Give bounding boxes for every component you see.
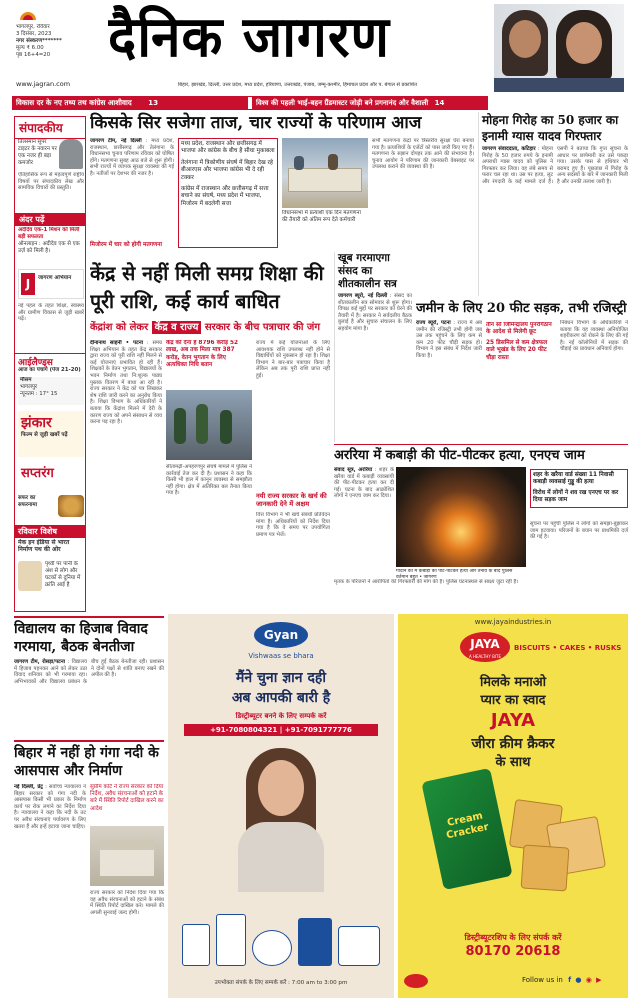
edition-date: 3 दिसंबर, 2023: [16, 31, 52, 37]
fire-photo: [396, 467, 526, 567]
gyan-phone[interactable]: +91-7080804321 | +91-7091777776: [184, 724, 378, 736]
saptrang-title: सप्तरंग: [21, 466, 54, 481]
araria-bullet: विरोध में लोगों ने शव रख एनएच पर कर दिया सड़क जाम: [533, 489, 619, 504]
araria-bullets: [530, 469, 628, 508]
shiksha-headline[interactable]: केंद्र से नहीं मिली समग्र शिक्षा की पूरी राशि, कई कार्य बाधित: [90, 262, 324, 313]
ganga-story: बिहार में नहीं हो गंगा नदी के आसपास और निर्माण नई दिल्ली, प्रेट्र : सर्वोच्च न्यायालय ने बिहार सरकार को गंगा नदी के आसपास किसी भी प्रकार के निर्माण कार्य पर रोक लगाने का निर्देश दिया है। न्यायालय ने कहा कि नदी के तट पर अवैध संरचनाएं पर्यावरण के लिए खतरा हैं और इन्हें हटाया जाना चाहिए। सुप्रीम कोर्ट ने राज्य सरकार को दिया निर्देश, अवैध संरचनाओं को हटाने के बारे में स्थिति रिपोर्ट दाखिल करने का आदेश राज्य सरकार को निर्देश दिया गया कि वह अवैध संरचनाओं को हटाने के संबंध में स्थिति रिपोर्ट दाखिल करे। मामले की अगली सुनवाई जल्द होगी।: [14, 740, 164, 996]
araria-bullet: शहर के खरैया वार्ड संख्या 11 निवासी कबाड़ी व्यवसाई गुड्डू की हत्या: [533, 472, 614, 486]
shiksha-photo-caption: केंद्र को देना है 8796 करोड़ 52 लाख, अब तक मिला मात्र 387 करोड़, वेतन भुगतान के लिए अत्यधिक्त निधि बतान: [166, 340, 239, 369]
ganga-side-note: सुप्रीम कोर्ट ने राज्य सरकार को दिया निर्देश, अवैध संरचनाओं को हटाने के बारे में स्थिति रिपोर्ट दाखिल करने का आदेश: [90, 784, 164, 812]
jaya-ad[interactable]: [398, 614, 628, 998]
safar-box[interactable]: [18, 495, 84, 521]
twitter-icon[interactable]: ●: [575, 976, 582, 984]
antar-list: [18, 227, 84, 255]
sampadakiya-heading: संपादकीय: [15, 117, 85, 139]
ads-heading: आईलैण्ड्स: [15, 353, 85, 369]
safar-label: सफर का सफरनामा: [18, 495, 38, 508]
shiksha-story: केंद्र से नहीं मिली समग्र शिक्षा की पूरी राशि, कई कार्य बाधित केंद्रांश को लेकर केंद्र व राज्य सरकार के बीच पत्राचार की जंग दीनानाथ साहनी • पटना : समग्र शिक्षा अभियान के तहत केंद्र सरकार द्वारा राज्य को पूरी राशि नहीं मिलने से कई योजनाएं प्रभावित हो रही हैं। शिक्षकों के वेतन भुगतान, विद्यालयों के भवन निर्माण तथा नि:शुल्क पाठ्य पुस्तक वितरण में बाधा आ रही है। राज्य सरकार ने केंद्र को पत्र लिखकर शेष राशि जारी करने का अनुरोध किया है। शिक्षा विभाग के अधिकारियों ने बताया कि केंद्रांश मिलने में देरी के कारण राज्य को अपने संसाधन से व्यय करना पड़ रहा है। केंद्र को देना है 8796 करोड़ 52 लाख, अब तक मिला मात्र 387 करोड़, वेतन भुगतान के लिए अत्यधिक्त निधि बतान सीतामढ़ी-अपहरणपुर संघर्ष मामले में पुलिस ने कार्रवाई तेज कर दी है। प्रशासन ने कहा कि किसी भी हाल में कानून व्यवस्था से समझौता नहीं होगा। क्षेत्र में अतिरिक्त बल तैनात किया गया है। राज्य में कई योजनाओं के लिए आवश्यक राशि उपलब्ध नहीं होने से विद्यार्थियों को नुकसान हो रहा है। शिक्षा विभाग ने बार-बार पत्राचार किया है लेकिन अब तक पूरी राशि प्राप्त नहीं हुई। नयी राज्य सरकार के खर्च की जानकारी देने में अक्षम वित्त विभाग ने भी खर्च संबंधी प्रतिवेदन मांगा है। अधिकारियों को निर्देश दिया गया है कि वे समय पर उपयोगिता प्रमाण पत्र भेजें।: [90, 262, 330, 538]
shiksha-subhead-mid: केंद्र व राज्य: [152, 321, 202, 334]
jaya-logo: [460, 632, 510, 662]
zameen-bullet: 25 डिसमिल से कम क्षेत्रफल वाले भूखंड के लिए 20 फीट चौड़ा रास्ता: [486, 339, 548, 361]
ravivar-caption: पृथ्वी पर पानी के अंश से लोग और घटकों से दुनिया में क्रांति आई है: [45, 561, 81, 588]
instagram-icon[interactable]: ◉: [585, 976, 592, 984]
left-sidebar: संपादकीय तिलस्मान सुपर टाइटर के नवारन पर एक नजर ही बड़ा कमजोर ऐतिहासिक रूप से महत्वपूर्ण राष्ट्रीय विषयों पर संपादकीय लेख और सामयिक विचारों की प्रस्तुति। अंदर पढ़ें अदीदेव एक-1 मिशन को मिली बड़ी सफलता ऑनलाइन : अदीदेव एक से एक उर्ज़ को मिली है। J जागरण अभियान नई पहल के तहत शिक्षा, स्वास्थ्य और ग्रामीण विकास से जुड़ी खबरें पढ़ें। आईलैण्ड्स आज का पंचांग (पेज 21-20) मौसम भागलपुर न्यूनतम : 17° 15 झंकार फिल्म से जुड़ी खबरें पढ़ें सप्तरंग सफर का सफरनामा रविवार विशेष मेक इन इंडिया से भारत निर्माण पथ की ओर पृथ्वी पर पानी के अंश से लोग और घटकों से दुनिया में क्रांति आई है: [14, 116, 86, 612]
shiksha-dateline: दीनानाथ साहनी • पटना: [90, 340, 143, 346]
hijab-headline[interactable]: विद्यालय का हिजाब विवाद गरमाया, बैठक बेनतीजा: [14, 621, 148, 655]
jaya-small-logo: [404, 974, 428, 988]
police-photo: [166, 390, 252, 460]
promo-right[interactable]: [252, 97, 488, 109]
youtube-icon[interactable]: ▶: [596, 976, 602, 984]
gamshan-headline[interactable]: खूब गरमाएगा संसद का शीतकालीन सत्र: [338, 252, 397, 290]
araria-headline[interactable]: अररिया में कबाड़ी की पीट-पीटकर हत्या, एनएच जाम: [334, 448, 585, 463]
jaya-contact: डिस्ट्रीब्यूटरशिप के लिए संपर्क करें: [464, 933, 562, 942]
masthead: [0, 0, 640, 96]
counting-photo-caption: विधानसभा में प्रत्याशी एक दिन मतगणना की तैयारी को अंतिम रूप देते कर्मचारी: [282, 210, 361, 223]
antar-item[interactable]: अदीदेव एक-1 मिशन को मिली बड़ी सफलता: [18, 227, 80, 240]
ganga-headline[interactable]: बिहार में नहीं हो गंगा नदी के आसपास और निर्माण: [14, 745, 159, 779]
araria-dateline: संवाद सूत्र, अररिया: [334, 467, 373, 473]
jaya-phone[interactable]: 80170 20618: [465, 944, 561, 959]
lead-bullet: मध्य प्रदेश, राजस्थान और छत्तीसगढ़ में भाजपा और कांग्रेस के बीच है सीधा मुकाबला: [181, 141, 275, 155]
zameen-story: जमीन के लिए 20 फीट सड़क, तभी रजिस्ट्री राज्य ब्यूरो, पटना : राज्य में अब जमीन की रजिस्ट्री तभी होगी जब उस तक पहुंचने के लिए कम से कम 20 फीट चौड़ी सड़क हो। विभाग ने इस संबंध में निर्देश जारी किया है। तीन सो जिमिन्द्रालय पुनरगिठान के आदेश से मिलेगी छूट 25 डिसमिल से कम क्षेत्रफल वाले भूखंड के लिए 20 फीट चौड़ा रास्ता निबंधन विभाग के अधिकारियों ने बताया कि यह व्यवस्था अनियोजित शहरीकरण को रोकने के लिए की गई है। नई कॉलोनियों में सड़क की चौड़ाई का प्रावधान अनिवार्य होगा।: [416, 301, 628, 361]
zameen-dateline: राज्य ब्यूरो, पटना: [416, 320, 451, 326]
shiksha-section: नयी राज्य सरकार के खर्च की जानकारी देने में अक्षम: [256, 492, 327, 509]
jaya-pack-label: Cream Cracker: [445, 810, 490, 842]
zameen-bullets: [486, 322, 556, 362]
counting-photo: [282, 138, 368, 208]
editor-photo: [59, 139, 83, 169]
gamshan-dateline: जागरण ब्यूरो, नई दिल्ली: [338, 293, 388, 299]
edition-name: नगर संस्करण*******: [16, 38, 62, 44]
promo-strip: [12, 96, 488, 110]
ganga-dateline: नई दिल्ली, प्रेट्र: [14, 784, 43, 790]
gyan-model-photo: [228, 742, 334, 892]
jaya-brand: JAYA: [470, 637, 500, 651]
hijab-story: विद्यालय का हिजाब विवाद गरमाया, बैठक बेनतीजा जागरण टीम, रोसड़ा/पटना : विद्यालय में हिजाब पहनकर आने को लेकर उठा विवाद शनिवार को भी गरमाया रहा। अभिभावकों और विद्यालय प्रबंधन के बीच हुई बैठक बेनतीजा रही। प्रशासन ने दोनों पक्षों से शांति बनाए रखने की अपील की है।: [14, 616, 164, 736]
gyan-ad[interactable]: [168, 614, 394, 998]
cheetah-image: [58, 495, 84, 517]
jaya-product-brand: JAYA: [490, 710, 536, 731]
top-right-headline[interactable]: मोहना गिरोह का 50 हजार का इनामी ग्यास यादव गिरफ्तार: [482, 113, 619, 143]
ravivar-image: [18, 561, 42, 591]
jagran-badge-label: जागरण अभियान: [38, 275, 72, 281]
jaya-headline1: मिलके मनाओ: [479, 675, 547, 690]
gyan-line2: अब आपकी बारी है: [231, 690, 331, 706]
gyan-logo: [254, 622, 308, 648]
supreme-court-photo: [90, 826, 164, 886]
gamshan-story: खूब गरमाएगा संसद का शीतकालीन सत्र जागरण ब्यूरो, नई दिल्ली : संसद का शीतकालीन सत्र सोमवार से शुरू होगा। विपक्ष कई मुद्दों पर सरकार को घेरने की तैयारी में है। सरकार ने सर्वदलीय बैठक बुलाई है और सुचारु संचालन के लिए सहयोग मांगा है।: [334, 252, 412, 442]
lead-bullets: [178, 138, 278, 248]
promo-right-text: विश्व की पहली भाई-बहन ग्रैंडमास्टर जोड़ी बने प्रगनानंद और वैशाली: [256, 99, 429, 107]
promo-left-page: 13: [148, 98, 159, 107]
jaya-follow-label: Follow us in: [522, 976, 563, 984]
masthead-states: बिहार, झारखंड, दिल्ली, उत्तर प्रदेश, मध्य प्रदेश, हरियाणा, उत्तराखंड, पंजाब, जम्मू-कश्मीर, हिमाचल प्रदेश और प. बंगाल से प्रकाशित: [178, 82, 418, 88]
gyan-tagline: Vishwaas se bhara: [248, 652, 314, 660]
masthead-title: दैनिक जागरण: [108, 5, 390, 70]
ravivar-text[interactable]: मेक इन इंडिया से भारत निर्माण पथ की ओर: [18, 539, 70, 553]
shiksha-subhead-right: सरकार के बीच पत्राचार की जंग: [204, 322, 320, 333]
jaya-follow: [522, 976, 626, 984]
lead-bullet: तेलंगाना में त्रिकोणीय संघर्ष में बिहार देख रहे बीआरएस और भाजपा कांग्रेस भी दे रही टक्कर: [181, 159, 273, 181]
jaya-crackers: [506, 794, 618, 894]
jhankar-box[interactable]: [18, 411, 84, 457]
sampadakiya-lead: तिलस्मान सुपर टाइटर के नवारन पर एक नजर ही बड़ा कमजोर: [18, 139, 57, 166]
araria-story: अररिया में कबाड़ी की पीट-पीटकर हत्या, एनएच जाम संवाद सूत्र, अररिया : शहर के खरैया वार्ड में कबाड़ी व्यवसायी की पीट-पीटकर हत्या कर दी गई। घटना के बाद आक्रोशित लोगों ने एनएच जाम कर दिया। गोदौन की में कबाड़ी की पीट-पीटकर हत्या और तनाव के बाद पुलिस वर्तमान बहुत • जागरण शहर के खरैया वार्ड संख्या 11 निवासी कबाड़ी व्यवसाई गुड्डू की हत्या विरोध में लोगों ने शव रख एनएच पर कर दिया सड़क जाम सूचना पर पहुंची पुलिस ने लोगों को समझा-बुझाकर जाम हटवाया। परिजनों के बयान पर प्राथमिकी दर्ज की गई है। मृतक के परिजनों ने आरोपितों की गिरफ्तारी की मांग की है। पुलिस घटनास्थल से साक्ष्य जुटा रही है।: [334, 444, 628, 610]
gyan-cta: डिस्ट्रीब्यूटर बनने के लिए सम्पर्क करें: [235, 712, 327, 720]
saptrang-box[interactable]: [18, 459, 84, 493]
jhankar-title: झंकार: [21, 415, 52, 431]
edition-city: भागलपुर, रविवार: [16, 24, 50, 30]
jaya-brand-sub: A HEALTHY BITE: [468, 654, 502, 659]
chess-players-photo: [494, 4, 624, 92]
website-link[interactable]: www.jagran.com: [16, 80, 71, 88]
jhankar-subtitle: फिल्म से जुड़ी खबरें पढ़ें: [21, 432, 68, 438]
jaya-categories: BISCUITS • CAKES • RUSKS: [514, 644, 622, 652]
mizoram-note: मिजोरम में चार को होगी मतगणना: [90, 242, 162, 248]
lead-kicker[interactable]: किसके सिर सजेगा ताज, चार राज्यों के परिणाम आज: [90, 113, 422, 133]
jaya-product: जीरा क्रीम क्रैकर: [471, 736, 555, 752]
jaya-pack: [421, 768, 512, 890]
gyan-line1: मैंने चुना ज्ञान दही: [236, 670, 326, 686]
jagran-logo-icon: [18, 6, 38, 20]
jaya-website[interactable]: www.jayaindustries.in: [474, 618, 552, 626]
zameen-bullet: तीन सो जिमिन्द्रालय पुनरगिठान के आदेश से मिलेगी छूट: [486, 322, 552, 336]
weather-box: [18, 377, 84, 405]
shiksha-caption-box: [166, 340, 246, 388]
jaya-headline2: प्यार का स्वाद: [480, 693, 546, 708]
gyan-footer: उपभोक्ता संपर्क के लिए सम्पर्क करें : 7:00 am to 3:00 pm: [214, 980, 348, 986]
edition-price: मूल्य ₹ 6.00: [16, 45, 44, 51]
edition-pages: पृष्ठ 16+4=20: [16, 52, 51, 58]
antar-heading: अंदर पढ़ें: [15, 213, 85, 226]
lead-bullet: कांग्रेस में राजस्थान और छत्तीसगढ़ में सत्ता बचाने का संघर्ष, मध्य प्रदेश में भाजपा, मिजोरम में बदलेगी सत्ता: [181, 186, 269, 207]
fire-photo-caption: गोदौन की में कबाड़ी की पीट-पीटकर हत्या और तनाव के बाद पुलिस वर्तमान बहुत • जागरण: [396, 569, 513, 580]
weather-city: भागलपुर: [20, 384, 38, 390]
jagran-badge[interactable]: J जागरण अभियान: [18, 269, 84, 299]
facebook-icon[interactable]: f: [568, 976, 572, 984]
weather-temp: न्यूनतम : 17° 15: [20, 391, 58, 397]
antar-item[interactable]: ऑनलाइन : अदीदेव एक से एक उर्ज़ को मिली है।: [18, 241, 80, 254]
zameen-headline[interactable]: जमीन के लिए 20 फीट सड़क, तभी रजिस्ट्री: [416, 301, 627, 316]
promo-left-text: विकास दर के नए तथ्य तथ कांग्रेस आशीवाद: [16, 98, 132, 107]
lead-dateline: जागरण टीम, नई दिल्ली: [90, 138, 142, 144]
promo-left[interactable]: [12, 97, 248, 109]
lead-story: किसके सिर सजेगा ताज, चार राज्यों के परिणाम आज जागरण टीम, नई दिल्ली : मध्य प्रदेश, राजस्थान, छत्तीसगढ़ और तेलंगाना के विधानसभा चुनाव परिणाम रविवार को घोषित होंगे। मतगणना सुबह आठ बजे से शुरू होगी। सभी राज्यों में व्यापक सुरक्षा व्यवस्था की गई है। नतीजों पर देशभर की नजर है। मध्य प्रदेश, राजस्थान और छत्तीसगढ़ में भाजपा और कांग्रेस के बीच है सीधा मुकाबला तेलंगाना में त्रिकोणीय संघर्ष में बिहार देख रहे बीआरएस और भाजपा कांग्रेस भी दे रही टक्कर कांग्रेस में राजस्थान और छत्तीसगढ़ में सत्ता बचाने का संघर्ष, मध्य प्रदेश में भाजपा, मिजोरम में बदलेगी सत्ता विधानसभा में प्रत्याशी एक दिन मतगणना की तैयारी को अंतिम रूप देते कर्मचारी सभी मतगणना केंद्रों पर त्रिस्तरीय सुरक्षा घेरा बनाया गया है। प्रत्याशियों के एजेंटों को पास जारी किए गए हैं। मतगणना के रुझान दोपहर तक आने की संभावना है। चुनाव आयोग ने परिणाम की जानकारी वेबसाइट पर उपलब्ध कराने की व्यवस्था की है। मिजोरम में चार को होगी मतगणना: [90, 113, 474, 248]
ravivar-heading: रविवार विशेष: [15, 525, 85, 538]
top-right-dateline: जागरण संवाददाता, कटिहार: [482, 146, 536, 152]
shiksha-subhead: [90, 320, 330, 336]
shiksha-subhead-left: केंद्रांश को लेकर: [90, 322, 149, 333]
hijab-dateline: जागरण टीम, रोसड़ा/पटना: [14, 659, 65, 665]
top-right-story: मोहना गिरोह का 50 हजार का इनामी ग्यास यादव गिरफ्तार जागरण संवाददाता, कटिहार : मोहना गिरोह के 50 हजार रुपये के इनामी अपराधी ग्यास यादव को पुलिस ने गिरफ्तार कर लिया। वह लंबे समय से फरार चल रहा था। उस पर हत्या, लूट और रंगदारी के कई मामले दर्ज हैं। एसपी ने बताया कि गुप्त सूचना के आधार पर छापेमारी कर उसे पकड़ा गया। उसके पास से हथियार भी बरामद हुए हैं। पूछताछ में गिरोह के अन्य सदस्यों के बारे में जानकारी मिली है और उनकी तलाश जारी है।: [478, 112, 628, 296]
weather-label: मौसम: [20, 377, 32, 383]
jaya-product2: के साथ: [495, 755, 531, 770]
panchang-note: आज का पंचांग (पेज 21-20): [18, 367, 81, 373]
promo-right-page: 14: [434, 99, 445, 107]
gyan-products: [178, 894, 384, 972]
gyan-brand: Gyan: [263, 628, 299, 642]
